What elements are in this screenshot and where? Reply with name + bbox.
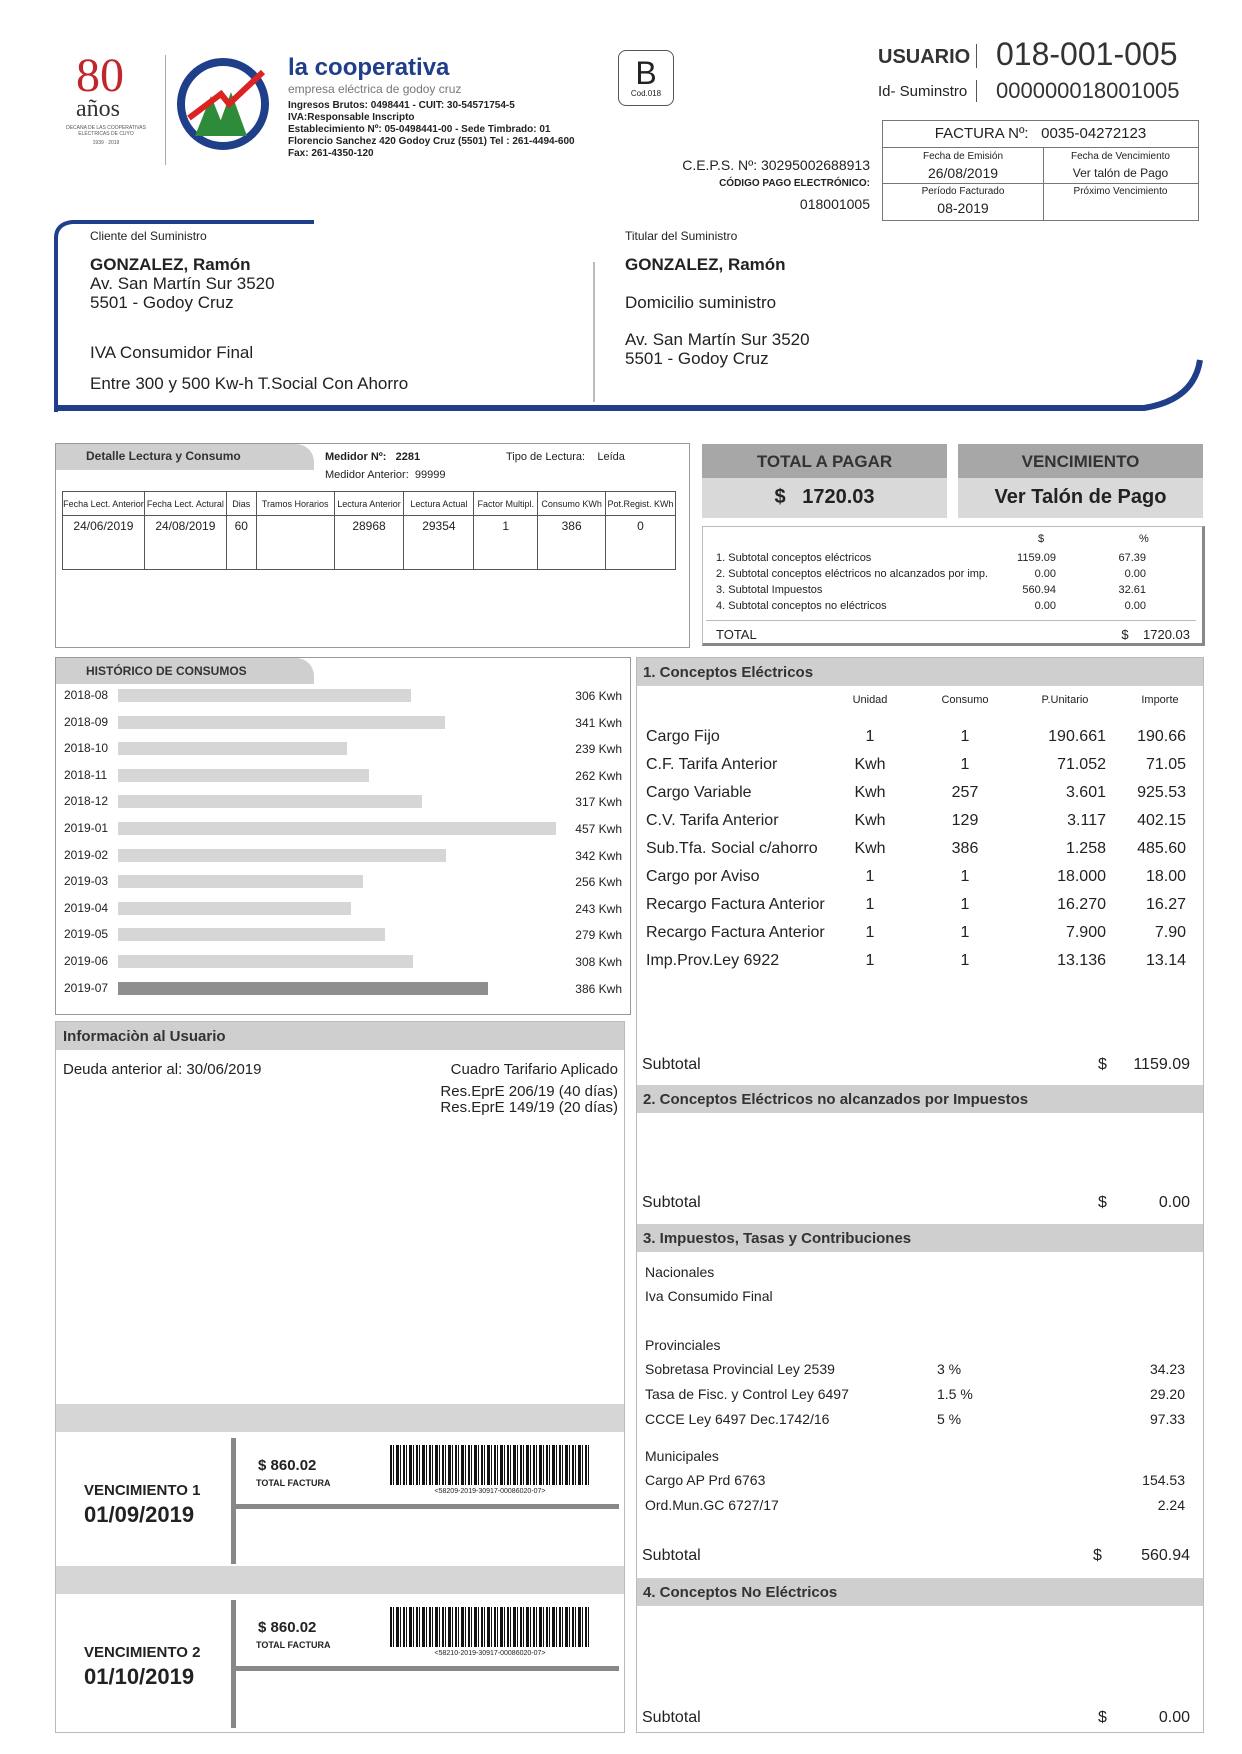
impuesto-label: Sobretasa Provincial Ley 2539: [645, 1361, 835, 1377]
tipo-lectura: [506, 451, 625, 463]
usuario-value: 018-001-005: [996, 36, 1178, 72]
total-pagar-label: TOTAL A PAGAR: [702, 444, 947, 478]
resumen-row-pct: 0.00: [1124, 568, 1146, 580]
concepto-importe: 13.14: [1145, 952, 1186, 969]
historico-chart: [56, 688, 630, 1008]
impuesto-amount: 154.53: [1142, 1472, 1185, 1488]
concepto-unitario: 190.661: [1048, 728, 1106, 745]
medidor-anterior-label: Medidor Anterior:: [325, 469, 409, 481]
anniversary-logo: [56, 49, 156, 152]
impuestos-iva-label: Iva Consumido Final: [645, 1288, 773, 1304]
vencimiento-label: VENCIMIENTO: [958, 444, 1203, 478]
historico-title: HISTÓRICO DE CONSUMOS: [56, 658, 314, 684]
lectura-row: [63, 516, 676, 570]
no-electricos-subtotal-currency: $: [1098, 1709, 1107, 1726]
concepto-label: C.F. Tarifa Anterior: [646, 756, 778, 773]
resumen-row-label: 3. Subtotal Impuestos: [716, 584, 823, 596]
lectura-cell: 24/08/2019: [144, 516, 226, 570]
impuestos-subtotal-currency: $: [1093, 1547, 1102, 1564]
impuesto-rate: 5 %: [937, 1411, 962, 1427]
cliente-address2: 5501 - Godoy Cruz: [90, 293, 234, 312]
lectura-cell: 24/06/2019: [63, 516, 145, 570]
medidor-value: 2281: [395, 451, 421, 463]
info-res1: Res.EprE 206/19 (40 días): [440, 1083, 618, 1100]
impuestos-municipales-label: Municipales: [645, 1448, 719, 1464]
lectura-col-header: Dias: [226, 492, 256, 516]
chart-value-label: 342 Kwh: [575, 848, 622, 863]
concepto-importe: 16.27: [1145, 896, 1186, 913]
concepto-unitario: 71.052: [1057, 756, 1106, 773]
codigo-pago-label: CÓDIGO PAGO ELECTRÓNICO:: [719, 178, 870, 189]
chart-category-label: 2018-12: [64, 794, 109, 809]
lectura-col-header: Lectura Actual: [404, 492, 474, 516]
no-alcanzados-subtotal-label: Subtotal: [642, 1194, 701, 1211]
concepto-label: Cargo por Aviso: [646, 868, 760, 885]
proximo-label: Próximo Vencimiento: [1073, 186, 1168, 197]
concepto-importe: 485.60: [1137, 840, 1186, 857]
concepto-importe: 71.05: [1145, 756, 1186, 773]
info-res2: Res.EprE 149/19 (20 días): [440, 1099, 618, 1116]
resumen-row-amount: 1159.09: [1017, 552, 1056, 564]
lectura-title: Detalle Lectura y Consumo: [56, 444, 314, 470]
anniversary-subtitle: DECANA DE LAS COOPERATIVAS ELÉCTRICAS DE CUYO: [66, 125, 146, 137]
talon-1-barcode-text: <58209-2019-30917-00086020-07>: [434, 1488, 546, 1495]
talon-2-horz-line: [236, 1666, 619, 1671]
concepto-unidad: 1: [865, 924, 875, 941]
client-separator: [593, 262, 595, 402]
chart-value-label: 341 Kwh: [575, 715, 622, 730]
medidor-label: Medidor Nº:: [325, 451, 387, 463]
talon-1-horz-line: [236, 1504, 619, 1509]
impuesto-row: [645, 1497, 1190, 1522]
cooperative-logo: [175, 56, 271, 152]
legal-line: Establecimiento Nº: 05-0498441-00 - Sede Timbrado: 01: [288, 124, 551, 135]
conceptos-rows: [646, 728, 1196, 980]
chart-category-label: 2019-06: [64, 954, 109, 968]
resumen-row: [716, 550, 1191, 566]
lectura-cell: 0: [606, 516, 676, 570]
lectura-table: [62, 491, 676, 570]
chart-value-label: 239 Kwh: [575, 742, 622, 757]
concepto-unitario: 7.900: [1065, 924, 1106, 941]
titular-address1: Av. San Martín Sur 3520: [625, 330, 810, 349]
impuesto-rate: 3 %: [937, 1361, 962, 1377]
concepto-consumo: 1: [960, 868, 970, 885]
lectura-col-header: Fecha Lect. Actural: [144, 492, 226, 516]
concepto-label: Cargo Fijo: [646, 728, 720, 745]
brand-name: la cooperativa: [288, 54, 450, 81]
usuario-label: USUARIO: [878, 46, 971, 68]
conceptos-subtotal-currency: $: [1098, 1056, 1107, 1073]
chart-category-label: 2018-10: [64, 741, 109, 756]
chart-category-label: 2019-05: [64, 927, 109, 942]
concepto-unidad: Kwh: [854, 840, 886, 857]
talon-1: [56, 1432, 624, 1566]
resumen-total: [1050, 627, 1190, 642]
invoice-type-box: [618, 50, 674, 106]
concepto-importe: 190.66: [1137, 728, 1186, 745]
cliente-name: GONZALEZ, Ramón: [90, 255, 251, 274]
fecha-emision-label: Fecha de Emisión: [922, 151, 1004, 162]
tipo-lectura-label: Tipo de Lectura:: [506, 451, 586, 463]
fecha-emision-value: 26/08/2019: [927, 165, 999, 181]
concepto-row: [646, 812, 1196, 840]
conceptos-header-unitario: P.Unitario: [1041, 694, 1089, 706]
medidor-anterior-value: 99999: [414, 469, 446, 481]
lectura-col-header: Tramos Horarios: [256, 492, 334, 516]
concepto-importe: 18.00: [1145, 868, 1186, 885]
lectura-col-header: Pot.Regist. KWh: [606, 492, 676, 516]
talon-2-barcode-text: <58210-2019-30917-00086020-07>: [434, 1650, 546, 1657]
talon-2: [56, 1594, 624, 1732]
chart-value-label: 279 Kwh: [575, 928, 622, 943]
ceps-value: 30295002688913: [760, 157, 870, 173]
resumen-row-label: 4. Subtotal conceptos no eléctricos: [716, 600, 887, 612]
resumen-row-amount: 560.94: [1022, 584, 1056, 596]
talon-gray-bar: [56, 1566, 624, 1594]
concepto-unidad: Kwh: [854, 784, 886, 801]
concepto-unitario: 18.000: [1057, 868, 1106, 885]
cliente-iva: IVA Consumidor Final: [90, 343, 254, 362]
talon-1-total-label: TOTAL FACTURA: [256, 1478, 331, 1488]
legal-info: [288, 100, 575, 160]
cliente-tarifa: Entre 300 y 500 Kw-h T.Social Con Ahorro: [90, 374, 409, 393]
concepto-consumo: 1: [960, 924, 970, 941]
anniversary-years: 1939 · 2019: [92, 140, 120, 146]
titular-address2: 5501 - Godoy Cruz: [625, 349, 769, 368]
vencimiento-value: Ver Talón de Pago: [958, 478, 1203, 518]
total-pagar-value-box: [702, 478, 947, 518]
chart-value-label: 243 Kwh: [575, 901, 622, 916]
impuesto-amount: 29.20: [1149, 1386, 1185, 1402]
conceptos-title: 1. Conceptos Eléctricos: [637, 658, 1203, 686]
chart-bar: [118, 769, 369, 782]
ceps-label: C.E.P.S. Nº:: [682, 157, 758, 173]
conceptos-header-unidad: Unidad: [852, 694, 888, 706]
resumen-col-currency: $: [1038, 533, 1045, 545]
impuesto-amount: 97.33: [1149, 1411, 1185, 1427]
ceps: [600, 157, 870, 173]
talon-1-vert-line: [231, 1438, 236, 1564]
factura-value: 0035-04272123: [1041, 125, 1147, 142]
concepto-unidad: 1: [865, 868, 875, 885]
legal-line: IVA:Responsable Inscripto: [288, 112, 415, 123]
concepto-label: C.V. Tarifa Anterior: [646, 812, 779, 829]
chart-value-label: 308 Kwh: [575, 955, 622, 969]
conceptos-subtotal-label: Subtotal: [642, 1056, 701, 1073]
codigo-pago-value: 018001005: [799, 196, 870, 212]
impuesto-amount: 34.23: [1149, 1361, 1185, 1377]
impuesto-label: Tasa de Fisc. y Control Ley 6497: [645, 1386, 849, 1402]
impuesto-label: Ord.Mun.GC 6727/17: [645, 1497, 779, 1513]
concepto-unidad: 1: [865, 952, 875, 969]
chart-value-label: 457 Kwh: [575, 822, 622, 836]
anniversary-word: años: [76, 96, 120, 122]
legal-line: Fax: 261-4350-120: [288, 148, 374, 159]
impuesto-row: [645, 1472, 1190, 1497]
impuestos-provinciales: [645, 1361, 1190, 1436]
conceptos-header-consumo: Consumo: [941, 694, 989, 706]
concepto-unitario: 13.136: [1057, 952, 1106, 969]
concepto-consumo: 1: [960, 728, 970, 745]
impuesto-amount: 2.24: [1157, 1497, 1185, 1513]
no-alcanzados-subtotal-currency: $: [1098, 1194, 1107, 1211]
impuesto-label: Cargo AP Prd 6763: [645, 1472, 766, 1488]
resumen-row-label: 2. Subtotal conceptos eléctricos no alcanzados por imp.: [716, 568, 989, 580]
resumen-row-amount: 0.00: [1034, 568, 1056, 580]
talon-2-amount: $ 860.02: [258, 1619, 317, 1636]
factura-horz-sep: [883, 183, 1198, 184]
resumen-row-pct: 67.39: [1118, 552, 1146, 564]
concepto-row: [646, 784, 1196, 812]
chart-category-label: 2019-03: [64, 874, 109, 889]
impuesto-row: [645, 1411, 1190, 1436]
fecha-venc-value: Ver talón de Pago: [1072, 166, 1169, 180]
concepto-unidad: Kwh: [854, 756, 886, 773]
concepto-label: Recargo Factura Anterior: [646, 924, 825, 941]
medidor-anterior: [325, 469, 445, 481]
chart-category-label: 2019-04: [64, 900, 109, 915]
chart-value-label: 386 Kwh: [575, 981, 622, 996]
chart-value-label: 306 Kwh: [575, 689, 622, 703]
concepto-unitario: 1.258: [1065, 840, 1106, 857]
chart-bar: [118, 955, 413, 968]
factura-box: [882, 120, 1199, 221]
impuestos-provinciales-label: Provinciales: [645, 1337, 721, 1353]
titular-label: Titular del Suministro: [625, 229, 738, 243]
concepto-consumo: 257: [951, 784, 979, 801]
legal-line: Florencio Sanchez 420 Godoy Cruz (5501) Tel : 261-4494-600: [288, 136, 575, 147]
info-deuda: Deuda anterior al: 30/06/2019: [63, 1061, 262, 1078]
concepto-label: Cargo Variable: [646, 784, 752, 801]
lectura-col-header: Lectura Anterior: [334, 492, 404, 516]
brand-tagline: empresa eléctrica de godoy cruz: [288, 82, 462, 96]
talon-1-barcode: [390, 1445, 590, 1485]
resumen-total-currency: $: [1121, 627, 1129, 642]
concepto-consumo: 129: [951, 812, 979, 829]
periodo-label: Período Facturado: [921, 186, 1005, 197]
no-electricos-title: 4. Conceptos No Eléctricos: [637, 1578, 1203, 1606]
concepto-importe: 925.53: [1137, 784, 1186, 801]
concepto-unidad: 1: [865, 896, 875, 913]
total-pagar-currency: $: [774, 486, 786, 508]
resumen-total-label: TOTAL: [716, 627, 757, 642]
suministro-label: Id- Suminstro: [878, 83, 968, 100]
talon-2-total-label: TOTAL FACTURA: [256, 1640, 331, 1650]
lectura-cell: 28968: [334, 516, 404, 570]
chart-category-label: 2018-11: [64, 767, 108, 782]
resumen-row: [716, 582, 1191, 598]
chart-bar: [118, 982, 488, 995]
concepto-label: Imp.Prov.Ley 6922: [646, 952, 780, 969]
info-cuadro-label: Cuadro Tarifario Aplicado: [450, 1061, 618, 1078]
concepto-importe: 7.90: [1154, 924, 1186, 941]
concepto-unitario: 16.270: [1057, 896, 1106, 913]
talon-2-label: VENCIMIENTO 2: [84, 1644, 201, 1661]
no-electricos-subtotal-value: 0.00: [1158, 1709, 1190, 1726]
impuestos-nacionales-label: Nacionales: [645, 1264, 715, 1280]
lectura-cell: 60: [226, 516, 256, 570]
lectura-cell: 386: [538, 516, 606, 570]
impuesto-row: [645, 1386, 1190, 1411]
concepto-unidad: 1: [865, 728, 875, 745]
concepto-label: Sub.Tfa. Social c/ahorro: [646, 840, 818, 857]
impuesto-label: CCCE Ley 6497 Dec.1742/16: [645, 1411, 830, 1427]
chart-category-label: 2018-09: [64, 714, 109, 729]
concepto-consumo: 1: [960, 952, 970, 969]
chart-value-label: 317 Kwh: [575, 795, 622, 810]
concepto-unidad: Kwh: [854, 812, 886, 829]
no-electricos-subtotal-label: Subtotal: [642, 1709, 701, 1726]
resumen-row-label: 1. Subtotal conceptos eléctricos: [716, 552, 872, 564]
titular-name: GONZALEZ, Ramón: [625, 255, 786, 274]
impuesto-rate: 1.5 %: [937, 1386, 973, 1402]
concepto-label: Recargo Factura Anterior: [646, 896, 825, 913]
impuestos-title: 3. Impuestos, Tasas y Contribuciones: [637, 1224, 1203, 1252]
no-alcanzados-title: 2. Conceptos Eléctricos no alcanzados por Impuestos: [637, 1085, 1203, 1113]
talon-1-date: 01/09/2019: [84, 1502, 195, 1527]
suministro-sep: [976, 80, 977, 102]
lectura-cell: 1: [474, 516, 538, 570]
talon-2-vert-line: [231, 1600, 236, 1728]
concepto-importe: 402.15: [1137, 812, 1186, 829]
lectura-col-header: Fecha Lect. Anterior: [63, 492, 145, 516]
lectura-col-header: Consumo KWh: [538, 492, 606, 516]
lectura-cell: [256, 516, 334, 570]
conceptos-header-importe: Importe: [1141, 694, 1179, 706]
impuestos-subtotal-value: 560.94: [1141, 1547, 1190, 1564]
suministro-value: 000000018001005: [996, 78, 1180, 103]
impuestos-subtotal-label: Subtotal: [642, 1547, 701, 1564]
concepto-consumo: 1: [960, 756, 970, 773]
invoice-type-letter: B: [635, 55, 657, 91]
talon-2-barcode: [390, 1607, 590, 1647]
talon-1-amount: $ 860.02: [258, 1457, 317, 1474]
chart-bar: [118, 849, 446, 862]
cliente-address1: Av. San Martín Sur 3520: [90, 274, 275, 293]
tipo-lectura-value: Leída: [597, 451, 625, 463]
resumen-row: [716, 566, 1191, 582]
resumen-row: [716, 598, 1191, 614]
cliente-label: Cliente del Suministro: [90, 229, 207, 243]
chart-bar: [118, 795, 422, 808]
legal-line: Ingresos Brutos: 0498441 - CUIT: 30-54571754-5: [288, 100, 515, 111]
chart-category-label: 2019-01: [64, 821, 109, 835]
total-pagar-value: 1720.03: [802, 486, 875, 508]
concepto-row: [646, 924, 1196, 952]
resumen-rows: [716, 550, 1191, 614]
chart-category-label: 2019-07: [64, 980, 109, 995]
impuesto-row: [645, 1361, 1190, 1386]
resumen-col-percent: %: [1139, 533, 1149, 545]
concepto-row: [646, 868, 1196, 896]
concepto-row: [646, 896, 1196, 924]
concepto-consumo: 386: [951, 840, 979, 857]
header-divider: [165, 55, 166, 165]
resumen-total-value: 1720.03: [1143, 627, 1190, 642]
talon-2-date: 01/10/2019: [84, 1664, 195, 1689]
concepto-unitario: 3.601: [1065, 784, 1106, 801]
talon-gray-bar: [56, 1404, 624, 1432]
talon-1-label: VENCIMIENTO 1: [84, 1482, 201, 1499]
concepto-row: [646, 952, 1196, 980]
concepto-row: [646, 840, 1196, 868]
usuario-sep: [976, 44, 977, 68]
lectura-col-header: Factor Multipl.: [474, 492, 538, 516]
chart-category-label: 2019-02: [64, 847, 109, 862]
titular-domicilio-label: Domicilio suministro: [625, 293, 777, 312]
chart-bar: [118, 928, 385, 941]
resumen-row-pct: 0.00: [1124, 600, 1146, 612]
chart-category-label: 2018-08: [64, 688, 109, 702]
impuestos-municipales: [645, 1472, 1190, 1522]
chart-value-label: 256 Kwh: [575, 875, 622, 890]
concepto-row: [646, 756, 1196, 784]
medidor: [325, 451, 420, 463]
concepto-consumo: 1: [960, 896, 970, 913]
chart-bar: [118, 902, 351, 915]
factura-number: [883, 121, 1198, 148]
chart-bar: [118, 875, 363, 888]
resumen-row-amount: 0.00: [1034, 600, 1056, 612]
conceptos-subtotal-value: 1159.09: [1133, 1056, 1190, 1073]
chart-bar: [118, 716, 445, 729]
no-alcanzados-subtotal-value: 0.00: [1158, 1194, 1190, 1211]
chart-bar: [118, 689, 411, 702]
anniversary-number: 80: [76, 49, 124, 102]
concepto-row: [646, 728, 1196, 756]
concepto-unitario: 3.117: [1067, 812, 1106, 829]
chart-value-label: 262 Kwh: [575, 768, 622, 783]
fecha-venc-label: Fecha de Vencimiento: [1071, 151, 1170, 162]
resumen-total-divider: [706, 620, 1196, 621]
periodo-value: 08-2019: [937, 200, 989, 216]
chart-bar: [118, 742, 347, 755]
resumen-row-pct: 32.61: [1118, 584, 1146, 596]
info-title: Informaciòn al Usuario: [56, 1022, 624, 1050]
lectura-cell: 29354: [404, 516, 474, 570]
invoice-type-code: Cod.018: [630, 89, 662, 98]
chart-bar: [118, 822, 556, 835]
factura-label: FACTURA Nº:: [934, 125, 1029, 142]
